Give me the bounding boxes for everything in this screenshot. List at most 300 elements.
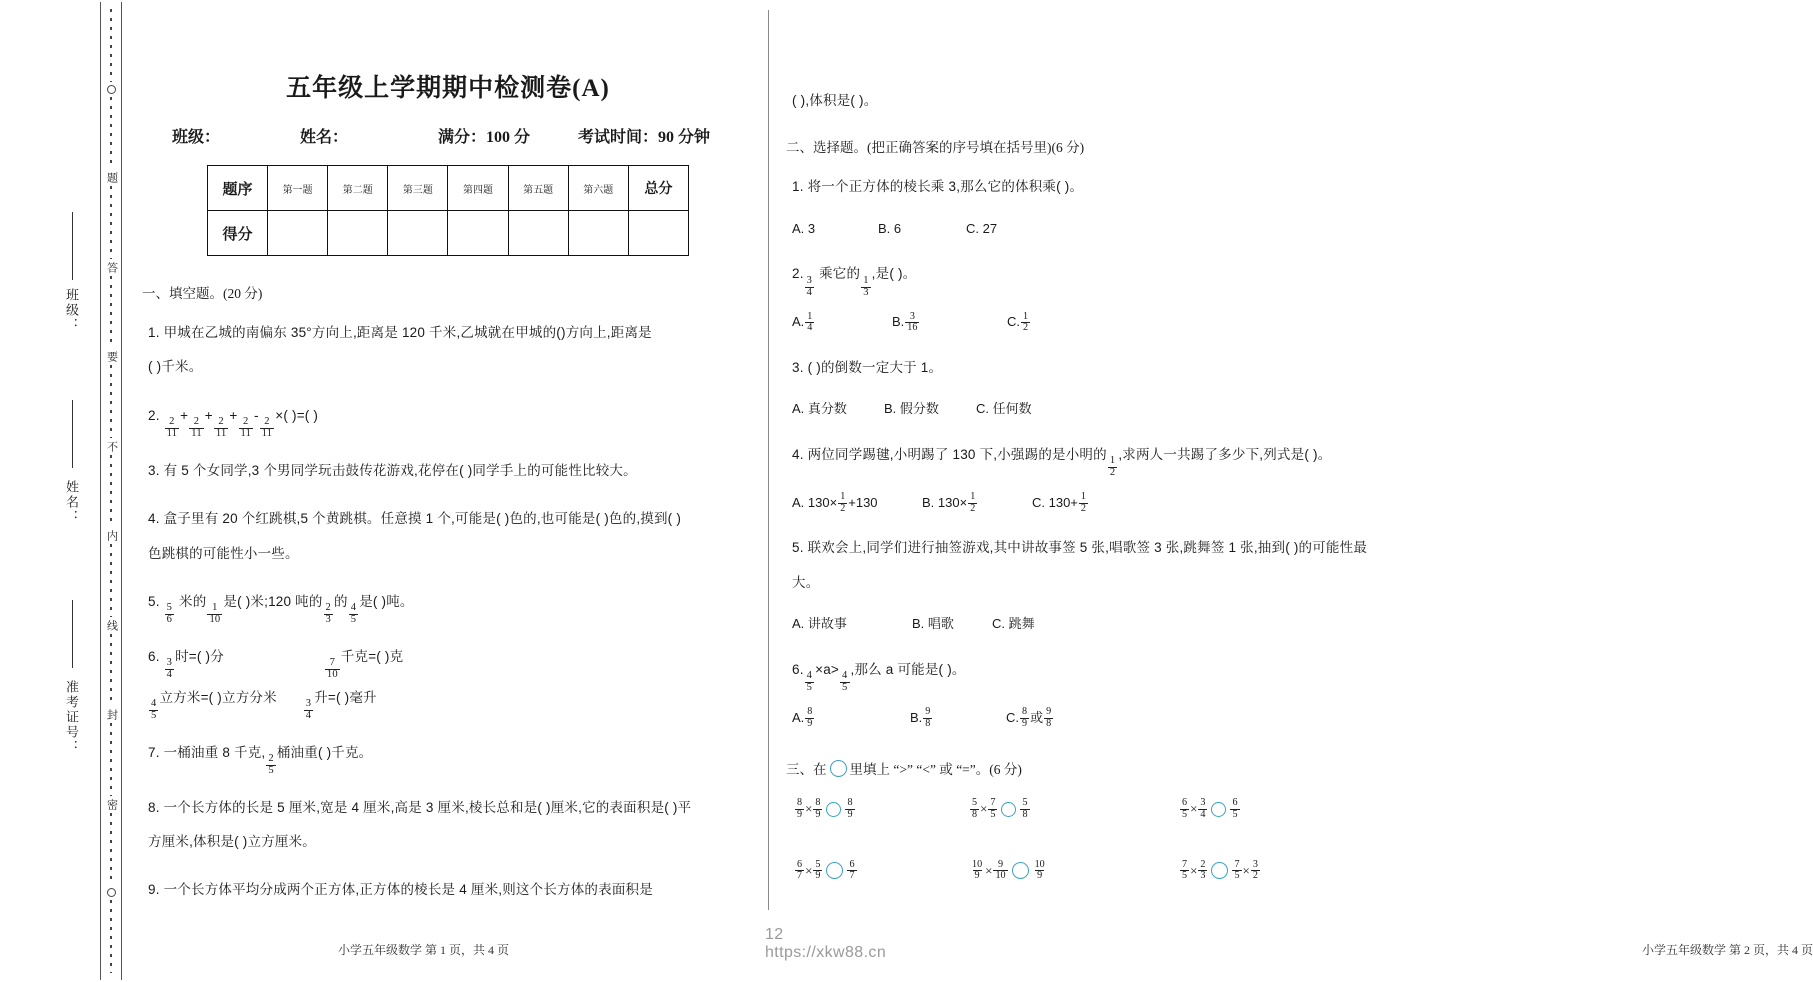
fraction-numerator: 8 bbox=[847, 797, 853, 809]
fill-question-8 bbox=[148, 791, 758, 860]
seal-dots bbox=[110, 813, 112, 886]
fraction-denominator: 3 bbox=[1200, 870, 1206, 882]
fraction-denominator: 2 bbox=[1080, 502, 1086, 514]
option-c[interactable] bbox=[1032, 489, 1089, 518]
seal-rule-2 bbox=[72, 400, 73, 468]
fraction-denominator: 9 bbox=[1022, 717, 1028, 729]
choice-question-2-options bbox=[792, 308, 1402, 337]
choice-question-1-options bbox=[792, 215, 1402, 244]
seal-circle-top bbox=[107, 85, 116, 94]
fraction-denominator: 8 bbox=[925, 717, 931, 729]
choice-question-6 bbox=[792, 653, 1402, 694]
fraction-denominator: 4 bbox=[807, 322, 813, 334]
fill-q4-part-b: 色跳棋的可能性小一些。 bbox=[148, 545, 299, 561]
right-column bbox=[782, 0, 1813, 982]
fill-q6-prefix: 6. bbox=[148, 648, 164, 664]
fraction bbox=[905, 312, 919, 334]
fraction bbox=[266, 754, 275, 776]
fill-question-2: 2. $\frac{2}{11}$ + $\frac{2}{11}$ + $\frac{2}{11}$ + $\frac{2}{11}$ - $\frac{2}{11}$ ×( )=( ) bbox=[148, 407, 319, 439]
choice-question-5 bbox=[792, 531, 1402, 600]
choice-q6-prefix: 6. bbox=[792, 661, 804, 677]
fraction-numerator: 2 bbox=[218, 416, 224, 428]
score-cell[interactable] bbox=[328, 211, 388, 256]
score-cell[interactable] bbox=[568, 211, 628, 256]
fraction bbox=[1079, 492, 1088, 514]
fraction-numerator: 10 bbox=[972, 859, 983, 870]
option-c-conjunction: 或 bbox=[1030, 709, 1044, 725]
compare-circle-icon[interactable] bbox=[826, 862, 843, 879]
footer-left: 小学五年级数学 第 1 页，共 4 页 bbox=[338, 943, 510, 957]
fraction-denominator: 11 bbox=[261, 428, 273, 439]
option-a[interactable]: A. 3 bbox=[792, 220, 816, 236]
option-b-label: B. 130× bbox=[922, 494, 968, 510]
fraction bbox=[923, 707, 932, 729]
fraction-denominator: 5 bbox=[1182, 870, 1188, 882]
seal-dots bbox=[110, 186, 112, 259]
fraction-denominator: 4 bbox=[1200, 808, 1206, 820]
choice-q6-end: ,那么 a 可能是( )。 bbox=[850, 661, 966, 677]
fraction bbox=[1198, 798, 1207, 820]
score-cell[interactable] bbox=[628, 211, 688, 256]
section-1-heading: 一、填空题。(20 分) bbox=[142, 286, 263, 301]
option-c-label: C. bbox=[1006, 709, 1019, 725]
fraction-denominator: 6 bbox=[166, 614, 173, 626]
fraction-denominator: 2 bbox=[1109, 467, 1116, 479]
section-2-heading: 二、选择题。(把正确答案的序号填在括号里)(6 分) bbox=[786, 140, 1085, 156]
fraction-numerator: 5 bbox=[815, 859, 821, 870]
fill-question-3: 3. 有 5 个女同学,3 个男同学玩击鼓传花游戏,花停在( )同学手上的可能性比较大。 bbox=[148, 462, 637, 478]
fraction-numerator: 1 bbox=[1080, 491, 1086, 503]
fraction bbox=[239, 417, 254, 439]
fill-q1-part-b: )方向上,距离是 bbox=[561, 325, 652, 340]
fraction bbox=[805, 312, 814, 334]
fill-q4-part-a: 4. 盒子里有 20 个红跳棋,5 个黄跳棋。任意摸 1 个,可能是( )色的,也可能是( )色的,摸到( ) bbox=[148, 511, 682, 527]
section-3-heading-suffix: 里填上 “>” “<” 或 “=”。(6 分) bbox=[849, 762, 1022, 778]
fraction-numerator: 4 bbox=[806, 670, 813, 682]
fraction bbox=[1180, 798, 1189, 820]
fill-q6-d: 升=( )毫升 bbox=[314, 689, 377, 705]
fill-q2-suffix: ×( )=( ) bbox=[275, 407, 319, 423]
table-row bbox=[208, 211, 689, 256]
fraction-numerator: 5 bbox=[166, 602, 173, 614]
seal-label-exam-number: 准考证号： bbox=[64, 680, 79, 755]
fraction bbox=[840, 671, 849, 693]
fraction-denominator: 10 bbox=[209, 614, 221, 626]
fraction-numerator: 5 bbox=[972, 797, 978, 809]
section-3-heading bbox=[786, 758, 1402, 778]
fraction-denominator: 3 bbox=[325, 614, 332, 626]
seal-char: 题 bbox=[105, 172, 118, 184]
option-b[interactable] bbox=[910, 704, 1006, 733]
seal-dots bbox=[110, 455, 112, 528]
meta-class-label: 班级： bbox=[172, 129, 221, 146]
fraction bbox=[838, 492, 847, 514]
fraction-numerator: 7 bbox=[1182, 859, 1188, 870]
fraction bbox=[165, 603, 174, 625]
fraction bbox=[968, 492, 977, 514]
fraction-numerator: 2 bbox=[243, 416, 249, 428]
seal-dots bbox=[110, 900, 112, 973]
fraction bbox=[1020, 798, 1029, 820]
fill-q7-prefix: 7. 一桶油重 8 千克, bbox=[148, 744, 266, 760]
fraction bbox=[795, 798, 804, 820]
fraction-denominator: 5 bbox=[1182, 808, 1188, 820]
fraction-denominator: 11 bbox=[191, 428, 202, 439]
fill-q5-end: 是( )吨。 bbox=[359, 594, 414, 609]
option-b-label: B. bbox=[892, 314, 905, 330]
fraction-numerator: 7 bbox=[990, 797, 996, 809]
fraction-denominator: 9 bbox=[1037, 870, 1043, 882]
exam-meta-row bbox=[138, 124, 758, 147]
fraction bbox=[149, 699, 158, 721]
score-table-total: 总分 bbox=[628, 166, 688, 211]
option-a[interactable]: A. 真分数 bbox=[792, 401, 847, 417]
fraction bbox=[795, 860, 804, 882]
option-c[interactable]: C. 任何数 bbox=[976, 401, 1032, 417]
choice-question-2 bbox=[792, 257, 1402, 298]
option-c[interactable] bbox=[1006, 704, 1054, 733]
fraction-numerator: 8 bbox=[807, 706, 813, 718]
choice-q2-prefix: 2. bbox=[792, 266, 804, 282]
fraction-numerator: 3 bbox=[305, 698, 312, 710]
seal-rule-1 bbox=[72, 212, 73, 280]
compare-item-4: $\frac{6}{7}$ × $\frac{5}{9}$ $\frac{6}{7}$ bbox=[797, 859, 855, 882]
seal-label-name: 姓名： bbox=[64, 480, 79, 525]
fraction-numerator: 1 bbox=[1023, 310, 1029, 322]
fraction bbox=[260, 417, 275, 439]
fraction bbox=[805, 707, 814, 729]
option-c-label: C. bbox=[1007, 314, 1020, 330]
compare-item-3: $\frac{6}{5}$ × $\frac{3}{4}$ $\frac{6}{5}$ bbox=[1182, 797, 1238, 820]
fraction bbox=[207, 603, 222, 625]
seal-char: 内 bbox=[105, 530, 118, 542]
fraction-numerator: 5 bbox=[1022, 797, 1028, 809]
fraction-numerator: 1 bbox=[807, 310, 813, 322]
choice-question-1: 1. 将一个正方体的棱长乘 3,那么它的体积乘( )。 bbox=[792, 179, 1084, 195]
fraction-numerator: 6 bbox=[1232, 797, 1238, 809]
fraction bbox=[304, 699, 313, 721]
option-b[interactable]: B. 唱歌 bbox=[912, 616, 954, 632]
fill-question-5 bbox=[148, 585, 758, 626]
choice-q6-mid: ×a> bbox=[815, 661, 840, 677]
meta-full-score: 满分：100 分 bbox=[438, 129, 531, 146]
fraction-denominator: 4 bbox=[166, 669, 173, 681]
fraction bbox=[805, 671, 814, 693]
seal-dots bbox=[110, 276, 112, 349]
fraction-numerator: 1 bbox=[970, 491, 976, 503]
seal-dots bbox=[110, 365, 112, 438]
fraction bbox=[1021, 312, 1030, 334]
fraction-numerator: 1 bbox=[840, 491, 846, 503]
fraction-denominator: 2 bbox=[1252, 870, 1258, 882]
fill-question-9: 9. 一个长方体平均分成两个正方体,正方体的棱长是 4 厘米,则这个长方体的表面积是 bbox=[148, 882, 653, 898]
seal-dots bbox=[110, 97, 112, 170]
option-c[interactable] bbox=[1007, 308, 1031, 337]
compare-circle-icon[interactable] bbox=[1211, 862, 1228, 879]
fraction bbox=[324, 603, 333, 625]
fraction bbox=[970, 860, 984, 882]
score-table-question-1: 第一题 bbox=[268, 166, 328, 211]
fraction-numerator: 1 bbox=[212, 602, 218, 614]
fill-q5-mid1: 米的 bbox=[175, 594, 207, 609]
fill-q5-mid3: 的 bbox=[334, 594, 348, 609]
score-table-score-head: 得分 bbox=[208, 211, 268, 256]
fraction-numerator: 10 bbox=[1034, 859, 1045, 870]
compare-item-5: $\frac{10}{9}$ × $\frac{9}{10}$ $\frac{10}{9}$ bbox=[972, 859, 1045, 882]
seal-char: 不 bbox=[105, 440, 118, 452]
fraction-denominator: 8 bbox=[1046, 717, 1052, 729]
fill-q7-suffix: 桶油重( )千克。 bbox=[276, 744, 373, 760]
compare-item-1: $\frac{8}{9}$ × $\frac{8}{9}$ $\frac{8}{9}$ bbox=[797, 797, 853, 820]
section-3-heading-prefix: 三、在 bbox=[786, 762, 827, 778]
fraction-denominator: 5 bbox=[151, 709, 157, 721]
fill-q6-c: 立方米=( )立方分米 bbox=[159, 689, 277, 705]
option-a-label: A. bbox=[792, 709, 805, 725]
score-cell[interactable] bbox=[388, 211, 448, 256]
option-b[interactable]: B. 6 bbox=[878, 220, 902, 236]
seal-label-class: 班级： bbox=[64, 288, 79, 333]
fraction bbox=[214, 417, 229, 439]
seal-dashed-strip bbox=[100, 2, 122, 980]
score-cell[interactable] bbox=[268, 211, 328, 256]
fraction bbox=[1198, 860, 1207, 882]
seal-margin bbox=[0, 0, 130, 982]
seal-char: 答 bbox=[105, 261, 118, 273]
fraction-denominator: 8 bbox=[1022, 808, 1028, 820]
fraction-denominator: 10 bbox=[326, 669, 338, 681]
score-table-question-5: 第五题 bbox=[508, 166, 568, 211]
fraction bbox=[813, 798, 822, 820]
fraction-numerator: 4 bbox=[842, 670, 848, 682]
compare-item-2: $\frac{5}{8}$ × $\frac{7}{5}$ $\frac{5}{8}$ bbox=[972, 797, 1028, 820]
fraction-numerator: 6 bbox=[1182, 797, 1188, 809]
fraction-denominator: 5 bbox=[350, 614, 357, 626]
fraction-denominator: 16 bbox=[907, 322, 918, 334]
choice-question-6-options bbox=[792, 704, 1402, 733]
fraction-numerator: 3 bbox=[166, 657, 173, 669]
column-divider bbox=[768, 10, 769, 910]
choice-question-3-options bbox=[792, 395, 1402, 424]
fraction bbox=[1033, 860, 1047, 882]
option-b[interactable] bbox=[892, 308, 1007, 337]
fraction-denominator: 5 bbox=[990, 808, 996, 820]
footer-right: 小学五年级数学 第 2 页，共 4 页 bbox=[1642, 943, 1813, 957]
fraction bbox=[970, 798, 979, 820]
fill-q6-a: 时=( )分 bbox=[175, 648, 224, 664]
fraction-denominator: 5 bbox=[842, 682, 848, 694]
fraction-numerator: 8 bbox=[797, 797, 803, 809]
choice-q2-end: ,是( )。 bbox=[871, 266, 917, 282]
fraction-numerator: 2 bbox=[1200, 859, 1206, 870]
fraction-denominator: 9 bbox=[974, 870, 980, 882]
fill-q1-part-a: 1. 甲城在乙城的南偏东 35°方向上,距离是 120 千米,乙城就在甲城的( bbox=[148, 325, 561, 340]
meta-name-label: 姓名： bbox=[300, 129, 349, 146]
compare-item-6: $\frac{7}{5}$ × $\frac{2}{3}$ $\frac{7}{5}$ × $\frac{3}{2}$ bbox=[1182, 859, 1258, 882]
fraction-denominator: 9 bbox=[807, 717, 813, 729]
score-table-row-head: 题序 bbox=[208, 166, 268, 211]
option-b[interactable] bbox=[922, 489, 1032, 518]
fill-q5-prefix: 5. bbox=[148, 594, 164, 609]
fill-question-9-continued: ( ),体积是( )。 bbox=[792, 93, 878, 108]
fraction bbox=[1251, 860, 1260, 882]
option-a-tail: +130 bbox=[848, 494, 878, 510]
fraction-numerator: 9 bbox=[1046, 706, 1052, 718]
fill-q1-part-c: ( )千米。 bbox=[148, 359, 203, 375]
fraction-numerator: 6 bbox=[849, 859, 855, 870]
compare-circle-icon[interactable] bbox=[1012, 862, 1029, 879]
fraction-denominator: 4 bbox=[806, 286, 813, 298]
fraction-denominator: 9 bbox=[815, 870, 821, 882]
score-table-question-3: 第三题 bbox=[388, 166, 448, 211]
fraction bbox=[349, 603, 358, 625]
score-cell[interactable] bbox=[508, 211, 568, 256]
watermark: 12 https://xkw88.cn bbox=[765, 926, 887, 961]
fraction bbox=[189, 417, 204, 439]
fill-question-1 bbox=[148, 316, 758, 385]
choice-q4-prefix: 4. 两位同学踢毽,小明踢了 130 下,小强踢的是小明的 bbox=[792, 446, 1107, 462]
fraction-denominator: 7 bbox=[849, 870, 855, 882]
fraction-numerator: 2 bbox=[268, 753, 274, 765]
fraction-denominator: 2 bbox=[840, 502, 846, 514]
choice-question-4-options bbox=[792, 489, 1402, 518]
fraction bbox=[1232, 860, 1241, 882]
fraction-numerator: 2 bbox=[193, 416, 200, 428]
choice-q5-part-b: 大。 bbox=[792, 574, 820, 590]
option-a[interactable] bbox=[792, 489, 922, 518]
fill-q6-b: 千克=( )克 bbox=[340, 648, 404, 664]
option-a[interactable] bbox=[792, 704, 910, 733]
fraction-denominator: 2 bbox=[970, 502, 976, 514]
fraction bbox=[1180, 860, 1189, 882]
choice-question-4 bbox=[792, 438, 1402, 479]
fraction-numerator: 9 bbox=[925, 706, 931, 718]
fraction-numerator: 1 bbox=[1109, 455, 1116, 467]
compare-circle-icon bbox=[830, 760, 847, 777]
fraction bbox=[1230, 798, 1239, 820]
fraction bbox=[1044, 707, 1053, 729]
choice-q2-mid: 乘它的 bbox=[815, 266, 861, 282]
fill-q8-part-b: 方厘米,体积是( )立方厘米。 bbox=[148, 833, 316, 849]
fraction-numerator: 8 bbox=[815, 797, 821, 809]
fraction-numerator: 6 bbox=[797, 859, 803, 870]
score-table bbox=[207, 165, 689, 256]
seal-circle-bottom bbox=[107, 888, 116, 897]
fraction bbox=[1020, 707, 1029, 729]
fill-q8-part-a: 8. 一个长方体的长是 5 厘米,宽是 4 厘米,高是 3 厘米,棱长总和是( )厘米,它的表面积是( )平 bbox=[148, 799, 692, 815]
score-table-question-4: 第四题 bbox=[448, 166, 508, 211]
fill-q5-mid2: 是( )米;120 吨的 bbox=[223, 594, 323, 609]
seal-char: 线 bbox=[105, 619, 118, 631]
fraction-numerator: 2 bbox=[264, 416, 270, 428]
fraction bbox=[165, 417, 180, 439]
fraction-denominator: 5 bbox=[1232, 808, 1238, 820]
meta-duration: 考试时间：90 分钟 bbox=[578, 129, 711, 146]
fraction-numerator: 1 bbox=[863, 274, 869, 286]
fraction-numerator: 3 bbox=[1200, 797, 1206, 809]
fraction-denominator: 2 bbox=[1023, 322, 1029, 334]
fraction-denominator: 11 bbox=[166, 428, 178, 439]
fraction-numerator: 7 bbox=[329, 657, 336, 669]
choice-q4-suffix: ,求两人一共踢了多少下,列式是( )。 bbox=[1118, 446, 1332, 462]
fraction bbox=[845, 798, 854, 820]
page-title: 五年级上学期期中检测卷(A) bbox=[286, 75, 610, 102]
score-table-question-2: 第二题 bbox=[328, 166, 388, 211]
option-b-label: B. bbox=[910, 709, 923, 725]
fraction-denominator: 9 bbox=[797, 808, 803, 820]
fraction-numerator: 4 bbox=[350, 602, 357, 614]
score-cell[interactable] bbox=[448, 211, 508, 256]
fraction-denominator: 9 bbox=[847, 808, 853, 820]
option-a-label: A. 130× bbox=[792, 494, 838, 510]
seal-dots bbox=[110, 634, 112, 707]
fraction-denominator: 5 bbox=[806, 682, 813, 694]
fraction-denominator: 11 bbox=[240, 428, 252, 439]
fraction-denominator: 3 bbox=[863, 286, 869, 298]
fraction-denominator: 4 bbox=[305, 709, 312, 721]
fraction-numerator: 2 bbox=[325, 602, 332, 614]
fraction bbox=[988, 798, 997, 820]
fraction-numerator: 3 bbox=[806, 274, 813, 286]
exam-page bbox=[130, 0, 1813, 982]
option-c-label: C. 130+ bbox=[1032, 494, 1078, 510]
fraction bbox=[165, 658, 174, 680]
fraction bbox=[861, 276, 870, 298]
fraction-denominator: 7 bbox=[797, 870, 803, 882]
option-c[interactable]: C. 跳舞 bbox=[992, 616, 1035, 632]
option-a-label: A. bbox=[792, 314, 805, 330]
fraction bbox=[847, 860, 856, 882]
seal-dots bbox=[110, 544, 112, 617]
fraction-numerator: 2 bbox=[169, 416, 175, 428]
fraction-denominator: 5 bbox=[268, 764, 274, 776]
score-table-question-6: 第六题 bbox=[568, 166, 628, 211]
fraction bbox=[805, 276, 814, 298]
fill-question-4 bbox=[148, 502, 758, 571]
compare-circle-icon[interactable] bbox=[1001, 802, 1016, 817]
fraction-denominator: 9 bbox=[815, 808, 821, 820]
option-a[interactable]: A. 讲故事 bbox=[792, 616, 847, 632]
fraction-numerator: 3 bbox=[909, 310, 915, 322]
choice-question-3: 3. ( )的倒数一定大于 1。 bbox=[792, 359, 943, 375]
seal-rule-3 bbox=[72, 600, 73, 668]
compare-grid bbox=[794, 798, 1402, 881]
choice-q5-part-a: 5. 联欢会上,同学们进行抽签游戏,其中讲故事签 5 张,唱歌签 3 张,跳舞签 1 张,抽到( )的可能性最 bbox=[792, 540, 1368, 556]
option-c[interactable]: C. 27 bbox=[966, 220, 998, 236]
choice-question-5-options bbox=[792, 610, 1402, 639]
fill-q2-prefix: 2. bbox=[148, 407, 164, 423]
fraction-denominator: 5 bbox=[1234, 870, 1240, 882]
fraction-numerator: 8 bbox=[1022, 706, 1028, 718]
fill-question-6 bbox=[148, 640, 758, 722]
seal-char: 要 bbox=[105, 351, 118, 363]
fraction bbox=[993, 860, 1007, 882]
option-a[interactable] bbox=[792, 308, 892, 337]
seal-dots bbox=[110, 9, 112, 82]
fill-question-7 bbox=[148, 736, 758, 777]
option-b[interactable]: B. 假分数 bbox=[884, 401, 939, 417]
fraction bbox=[325, 658, 340, 680]
seal-dots bbox=[110, 723, 112, 796]
compare-circle-icon[interactable] bbox=[1211, 802, 1226, 817]
fraction bbox=[1108, 456, 1117, 478]
fraction-numerator: 3 bbox=[1252, 859, 1258, 870]
fraction bbox=[813, 860, 822, 882]
fraction-numerator: 7 bbox=[1234, 859, 1240, 870]
fraction-denominator: 11 bbox=[215, 428, 227, 439]
table-row bbox=[208, 166, 689, 211]
compare-circle-icon[interactable] bbox=[826, 802, 841, 817]
seal-char: 封 bbox=[105, 709, 118, 721]
